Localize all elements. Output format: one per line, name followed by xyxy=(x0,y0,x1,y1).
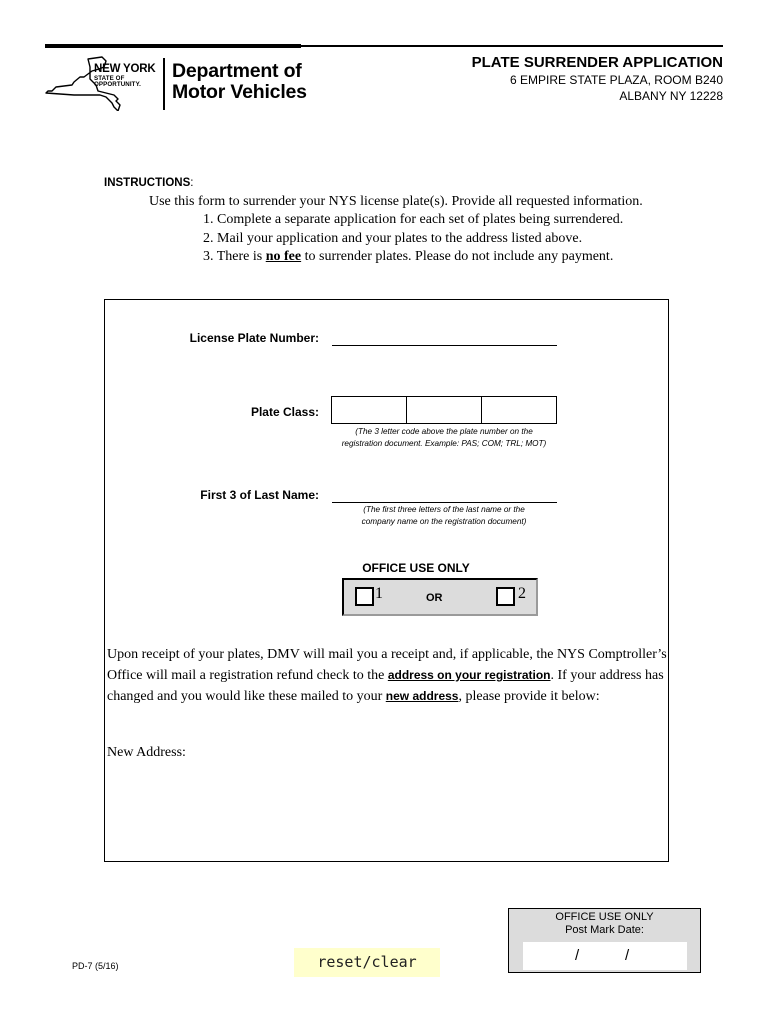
logo-line-3: OPPORTUNITY. xyxy=(94,80,141,88)
plate-class-hint-line-2: registration document. Example: PAS; COM; TRL; MOT) xyxy=(341,439,547,448)
instructions-intro: Use this form to surrender your NYS license plate(s). Provide all requested information. xyxy=(149,194,643,209)
state-logo-text xyxy=(94,64,155,88)
postmark-date-field[interactable] xyxy=(523,942,687,970)
reset-clear-button[interactable]: reset/clear xyxy=(294,948,440,977)
plate-class-field xyxy=(331,396,557,424)
refund-notice-text-3: , please provide it below: xyxy=(458,689,600,704)
instructions-step-1: 1. Complete a separate application for each set of plates being surrendered. xyxy=(203,212,624,227)
option-1-label: 1 xyxy=(375,585,383,602)
logo-divider xyxy=(163,58,165,110)
plate-number-label: License Plate Number: xyxy=(189,331,319,345)
date-separator-1: / xyxy=(575,947,580,964)
form-id: PD-7 (5/16) xyxy=(72,961,119,971)
postmark-date-label: Post Mark Date: xyxy=(565,924,644,936)
last-name-label: First 3 of Last Name: xyxy=(200,488,319,502)
department-line-1: Department of xyxy=(172,60,302,82)
mailing-address-line-2: ALBANY NY 12228 xyxy=(619,89,723,103)
instructions-step-3 xyxy=(203,248,613,266)
mailing-address-line-1: 6 EMPIRE STATE PLAZA, ROOM B240 xyxy=(510,73,723,87)
postmark-office-use-title: OFFICE USE ONLY xyxy=(555,911,654,923)
form-title: PLATE SURRENDER APPLICATION xyxy=(471,54,723,71)
header-rule-accent xyxy=(45,44,301,48)
refund-notice-text-1: Upon receipt of your plates, DMV will mail you a receipt and, if applicable, the NYS Comptroller’s Office will mail a registration refund check to the xyxy=(107,647,667,683)
option-1-checkbox[interactable] xyxy=(355,587,374,606)
refund-notice-text-2: . If your address has changed and you would like these mailed to your xyxy=(107,668,664,704)
new-address-emphasis: new address xyxy=(385,689,459,703)
option-2-label: 2 xyxy=(518,585,526,602)
instructions-step-2: 2. Mail your application and your plates to the address listed above. xyxy=(203,231,583,246)
department-line-2: Motor Vehicles xyxy=(172,81,307,103)
office-use-title: OFFICE USE ONLY xyxy=(362,561,470,575)
last-name-hint-line-1: (The first three letters of the last name or the xyxy=(363,505,525,514)
refund-notice-paragraph xyxy=(107,644,667,707)
step-3-text-end: to surrender plates. Please do not include any payment. xyxy=(301,249,614,264)
last-name-hint-line-2: company name on the registration document) xyxy=(361,517,527,526)
plate-class-letter-2[interactable] xyxy=(407,397,482,423)
step-3-text-start: 3. There is xyxy=(203,249,266,264)
date-separator-2: / xyxy=(625,947,630,964)
option-or-label: OR xyxy=(426,592,443,604)
instructions-heading-text: INSTRUCTIONS xyxy=(104,177,191,189)
instructions-heading xyxy=(104,177,193,189)
logo-line-2: STATE OF xyxy=(94,74,125,82)
plate-class-hint xyxy=(316,426,572,450)
last-name-field[interactable] xyxy=(332,502,557,503)
plate-class-letter-1[interactable] xyxy=(332,397,407,423)
logo-line-1: NEW YORK xyxy=(94,63,156,75)
option-2-checkbox[interactable] xyxy=(496,587,515,606)
plate-class-hint-line-1: (The 3 letter code above the plate number on the xyxy=(355,427,533,436)
plate-class-label: Plate Class: xyxy=(250,405,319,419)
no-fee-emphasis: no fee xyxy=(265,249,302,264)
instructions-heading-colon: : xyxy=(190,177,194,189)
new-address-label: New Address: xyxy=(107,745,186,760)
plate-number-field[interactable] xyxy=(332,345,557,346)
registration-address-emphasis: address on your registration xyxy=(387,668,551,682)
new-address-field[interactable] xyxy=(200,745,660,845)
last-name-hint xyxy=(316,504,572,528)
plate-class-letter-3[interactable] xyxy=(482,397,556,423)
department-name xyxy=(172,61,307,103)
